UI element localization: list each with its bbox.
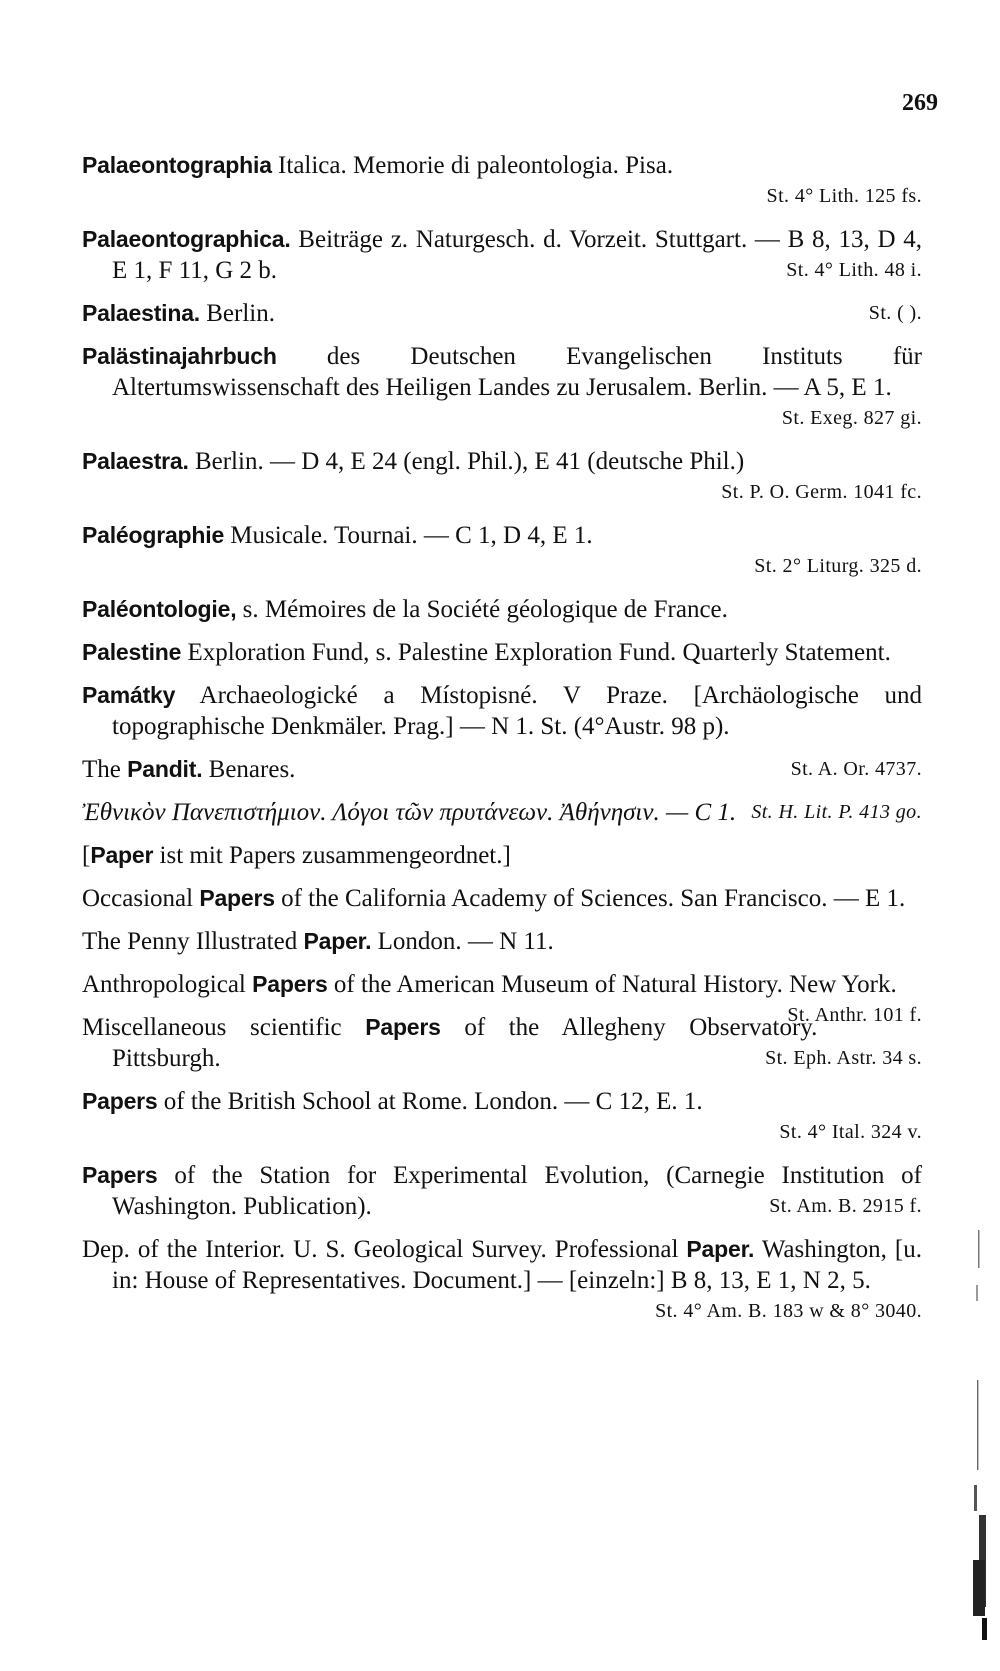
entry-description: Benares.: [208, 756, 296, 783]
catalog-entry: [82, 1234, 922, 1322]
catalog-entry: [82, 926, 922, 957]
shelf-mark: St. Eph. Astr. 34 s.: [765, 1047, 922, 1069]
entry-description: Archaeologické a Místopisné. V Praze. [Archäologische und topographische Denkmäler. Prag.] — N 1. St. (4°Austr. 98 p).: [112, 682, 922, 740]
headword: Paléontologie,: [82, 596, 237, 622]
entry-description: of the American Museum of Natural History. New York.: [333, 971, 897, 998]
catalog-entry: [82, 520, 922, 582]
entry-text: [82, 754, 922, 785]
shelf-mark: St. 4° Am. B. 183 w & 8° 3040.: [655, 1300, 922, 1322]
shelf-mark: St. 4° Lith. 48 i.: [786, 259, 922, 281]
headword: Papers: [82, 1088, 158, 1114]
entry-description: Ἐθνικὸν Πανεπιστήμιον. Λόγοι τῶν πρυτάνεων. Ἀθήνησιν. — C 1.: [82, 799, 737, 826]
entry-description: of the Station for Experimental Evolution, (Carnegie Institution of Washington. Publication).: [112, 1162, 922, 1220]
entry-text: [82, 594, 922, 625]
entry-description: ist mit Papers zusammengeordnet.]: [159, 842, 511, 869]
entry-description: of the California Academy of Sciences. San Francisco. — E 1.: [281, 885, 906, 912]
entry-text: [82, 1160, 922, 1222]
entry-description: Exploration Fund, s. Palestine Exploration Fund. Quarterly Statement.: [187, 639, 891, 666]
shelf-mark: St. ( ).: [868, 302, 922, 324]
entry-text: [82, 341, 922, 403]
catalog-entry: [82, 680, 922, 742]
entry-text: [82, 637, 922, 668]
headword: Paper.: [686, 1236, 755, 1262]
catalog-entry: [82, 150, 922, 212]
headword: Papers: [252, 971, 328, 997]
entry-text: [82, 1012, 922, 1074]
entry-prefix: The: [82, 756, 121, 783]
shelf-mark: St. A. Or. 4737.: [790, 758, 922, 780]
catalog-entry: [82, 341, 922, 434]
entry-description: Berlin.: [206, 300, 275, 327]
entry-text: [82, 883, 922, 914]
shelf-mark: St. Am. B. 2915 f.: [769, 1195, 922, 1217]
entry-description: of the British School at Rome. London. — C 12, E. 1.: [163, 1088, 703, 1115]
entry-text: [82, 1086, 922, 1117]
shelf-mark: St. P. O. Germ. 1041 fc.: [721, 481, 922, 503]
entry-text: [82, 680, 922, 742]
entry-prefix: Occasional: [82, 885, 194, 912]
entry-text: [82, 298, 922, 329]
catalog-entry: [82, 754, 922, 785]
entry-text: [82, 797, 922, 828]
entry-description: des Deutschen Evangelischen Instituts für Altertumswissenschaft des Heiligen Landes zu Jerusalem. Berlin. — A 5, E 1.: [112, 343, 922, 401]
entry-text: [82, 224, 922, 286]
catalog-entry: [82, 797, 922, 828]
entry-description: London. — N 11.: [377, 928, 554, 955]
page-number: 269: [902, 90, 938, 116]
entry-prefix: Miscellaneous scientific: [82, 1014, 342, 1041]
shelf-mark: St. H. Lit. P. 413 go.: [751, 801, 922, 823]
entry-text: [82, 969, 922, 1026]
shelf-mark: St. Exeg. 827 gi.: [781, 407, 922, 429]
catalog-entries: [82, 150, 922, 1327]
catalog-entry: [82, 224, 922, 286]
entry-prefix: The Penny Illustrated: [82, 928, 298, 955]
headword: Paper.: [303, 928, 372, 954]
catalog-entry: [82, 637, 922, 668]
entry-description: Beiträge z. Naturgesch. d. Vorzeit. Stuttgart. — B 8, 13, D 4, E 1, F 11, G 2 b.: [112, 226, 922, 284]
catalog-entry: [82, 298, 922, 329]
catalog-entry: [82, 969, 922, 1026]
scan-margin-marks: [964, 1230, 992, 1650]
headword: Paléographie: [82, 522, 225, 548]
entry-description: s. Mémoires de la Société géologique de France.: [242, 596, 728, 623]
catalog-entry: [82, 594, 922, 625]
entry-text: [82, 150, 922, 181]
entry-description: Washington, [u. in: House of Representatives. Document.] — [einzeln:] B 8, 13, E 1, N 2, 5.: [112, 1236, 922, 1294]
catalog-entry: [82, 883, 922, 914]
entry-prefix: Anthropological: [82, 971, 246, 998]
headword: Papers: [199, 885, 275, 911]
entry-description: Berlin. — D 4, E 24 (engl. Phil.), E 41 (deutsche Phil.): [194, 448, 745, 475]
headword: Palaestina.: [82, 300, 200, 326]
headword: Palaeontographica.: [82, 226, 291, 252]
entry-text: [82, 1234, 922, 1322]
entry-description: Italica. Memorie di paleontologia. Pisa.: [278, 152, 674, 179]
headword: Palestine: [82, 639, 182, 665]
headword: Pandit.: [127, 756, 203, 782]
headword: Památky: [82, 682, 176, 708]
entry-description: of the Allegheny Observatory. Pittsburgh.: [112, 1014, 818, 1072]
entry-prefix: Dep. of the Interior. U. S. Geological Survey. Professional: [82, 1236, 679, 1263]
entry-text: [82, 520, 922, 551]
headword: Palaestra.: [82, 448, 189, 474]
shelf-mark: St. 2° Liturg. 325 d.: [754, 555, 922, 577]
catalog-entry: [82, 1160, 922, 1222]
entry-text: [82, 840, 922, 871]
catalog-entry: [82, 1086, 922, 1148]
entry-text: [82, 446, 922, 477]
headword: Papers: [365, 1014, 441, 1040]
shelf-mark: St. Anthr. 101 f.: [787, 1004, 922, 1026]
shelf-mark: St. 4° Lith. 125 fs.: [766, 185, 922, 207]
entry-prefix: [: [82, 842, 91, 869]
catalog-entry: [82, 1012, 922, 1074]
headword: Palaeontographia: [82, 152, 272, 178]
entry-description: Musicale. Tournai. — C 1, D 4, E 1.: [230, 522, 593, 549]
catalog-entry: [82, 840, 922, 871]
headword: Paper: [90, 842, 154, 868]
headword: Palästinajahrbuch: [82, 343, 277, 369]
shelf-mark: St. 4° Ital. 324 v.: [779, 1121, 922, 1143]
catalog-entry: [82, 446, 922, 508]
headword: Papers: [82, 1162, 158, 1188]
entry-text: [82, 926, 922, 957]
